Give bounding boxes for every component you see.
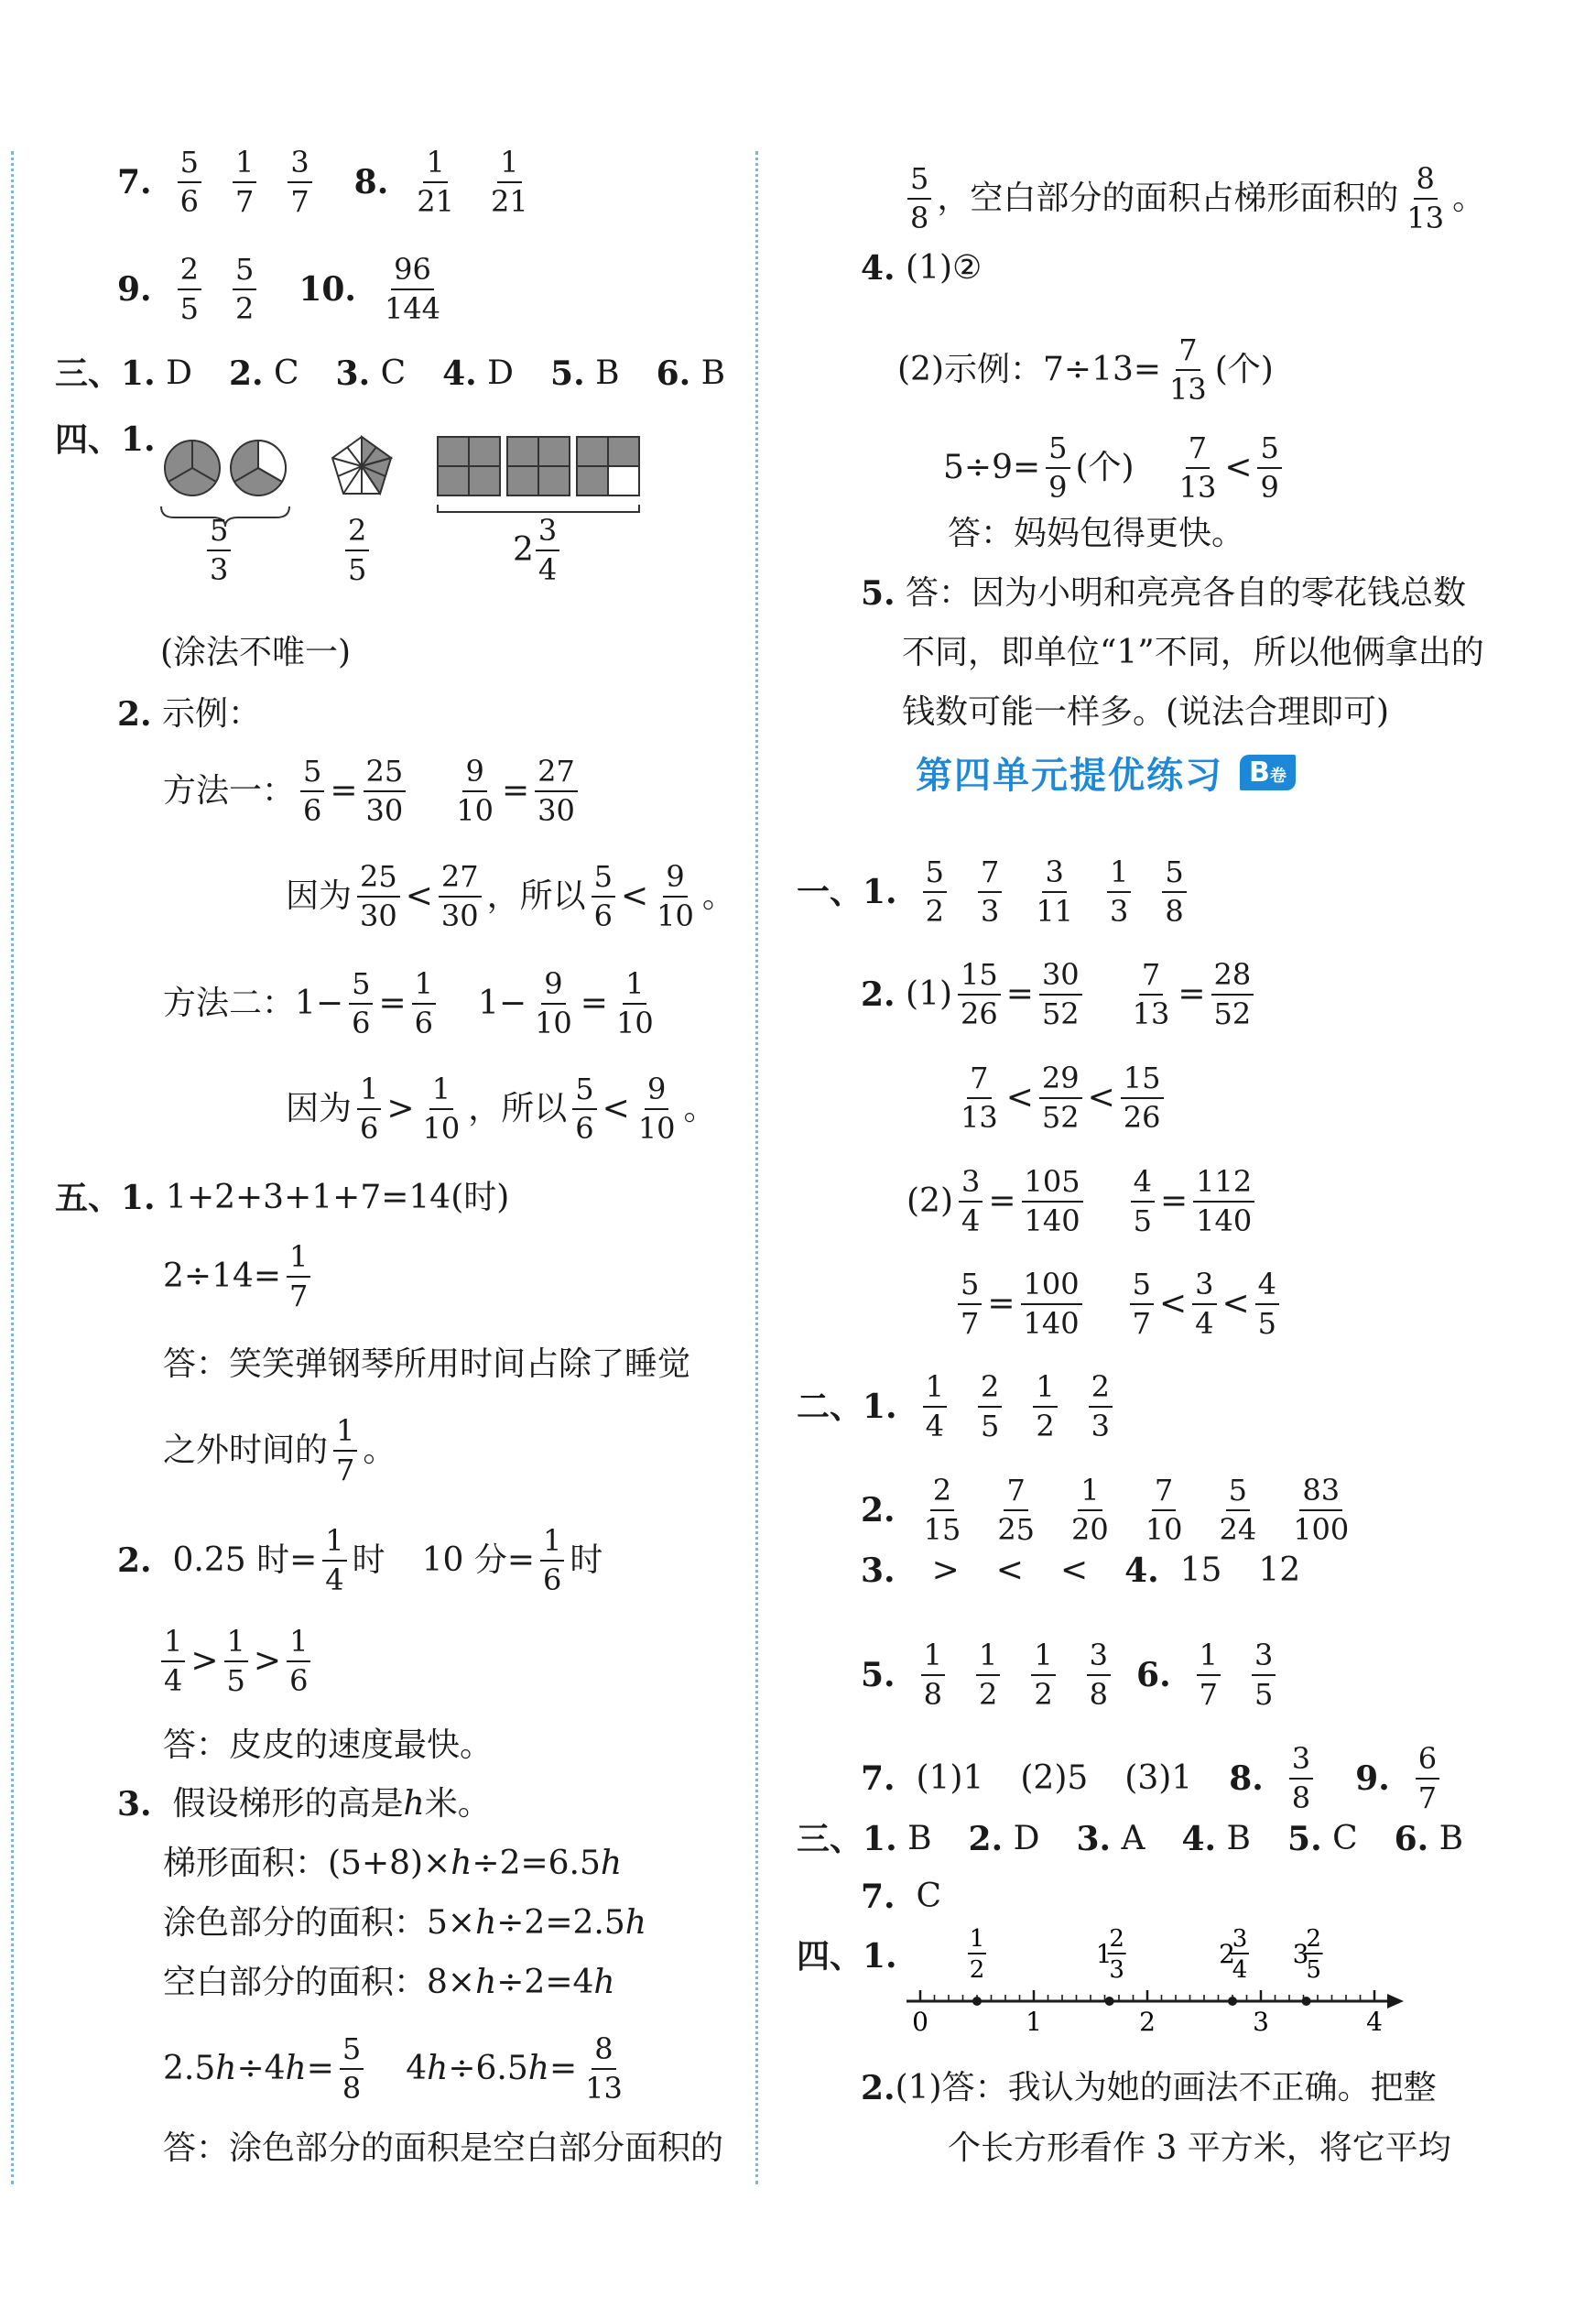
section-2-q2: 2. 2 15 7 25 1 20 7 10 5 24 83 100	[861, 1473, 1350, 1548]
b-volume-badge: B卷	[1240, 755, 1296, 790]
point-label-denominator: 5	[1306, 1956, 1321, 1984]
answer-1b: 之外时间的 1 7 。	[163, 1413, 396, 1488]
shape-caption-1	[201, 515, 236, 586]
q-number: 3.	[1076, 1820, 1112, 1858]
q-number: 5.	[1287, 1820, 1322, 1858]
fraction: 3 7	[288, 147, 311, 218]
tick-label: 2	[1139, 2007, 1156, 2037]
fraction: 5 3	[207, 515, 231, 586]
point-marker	[1105, 1997, 1114, 2006]
q-number: 5.	[550, 354, 585, 393]
shape-caption-2	[340, 515, 375, 586]
fraction: 2 5	[345, 515, 369, 586]
q-number: 2.	[861, 1491, 896, 1530]
q-number: 5.	[861, 1656, 896, 1695]
section-1-line-1: 一、1. 5 2 7 3 3 11 1 3 5 8	[797, 856, 1192, 928]
section-5-line-1: 五、1. 1+2+3+1+7=14(时)	[55, 1179, 510, 1217]
q-number: 7.	[861, 1759, 896, 1799]
point-label-denominator: 4	[1232, 1956, 1248, 1984]
fraction: 96 144	[384, 252, 441, 327]
section-1-q2-1: 2. (1) $\frac{15}{26}$ = $\frac{30}{52}$ $\frac{7}{13}$ = $\frac{28}{52}$	[861, 959, 1259, 1030]
section-label: 五、1.	[55, 1179, 156, 1217]
tick-label: 3	[1253, 2007, 1269, 2037]
section-4-right-label	[797, 1937, 897, 1976]
section-label: 三、	[55, 354, 122, 393]
q-number: 7.	[861, 1878, 896, 1916]
circle-shape	[231, 441, 286, 495]
q-number: 2.	[861, 2069, 896, 2107]
tick-label: 0	[912, 2007, 928, 2037]
section-3-right: 三、 1. B 2. D 3. A 4. B 5. C 6. B	[797, 1820, 1464, 1858]
q-number: 9.	[1355, 1759, 1390, 1799]
q-number: 4.	[861, 249, 896, 288]
fraction: 3 4	[536, 515, 559, 586]
ratio-calc: 2.5 h ÷4 h = $\frac{5}{8}$ 4 h ÷6.5 h = $\frac{8}{13}$	[163, 2031, 623, 2106]
q-number: 4.	[442, 354, 477, 393]
shaded-area: 涂色部分的面积：5× h ÷2=2.5 h	[163, 1904, 646, 1942]
section-1-q2-compare-1: 7 13 < 29 52 < 15 26	[952, 1062, 1169, 1134]
method-1: 方法一： $\frac{5}{6}$ = $\frac{25}{30}$ $\frac{9}{10}$ = $\frac{27}{30}$	[163, 756, 583, 827]
trapezoid-area: 梯形面积：(5+8)× h ÷2=6.5 h	[163, 1845, 623, 1882]
point-label-whole: 1	[1095, 1939, 1113, 1969]
q4-2-calc: 5÷9= $\frac{5}{9}$ (个) 7 13 < 5 9	[943, 432, 1287, 504]
answer-1a: 答：笑笑弹钢琴所用时间占除了睡觉	[163, 1345, 691, 1383]
q-number: 4.	[1124, 1551, 1159, 1590]
point-label-numerator: 1	[969, 1925, 985, 1953]
q-number: 1.	[863, 1820, 897, 1858]
section-label: 三、	[797, 1820, 863, 1858]
choice: B	[700, 354, 726, 392]
answer-line-7-8	[117, 147, 537, 218]
q-number: 10.	[299, 270, 356, 310]
fraction: 1 21	[417, 145, 454, 220]
q-number: 5.	[861, 574, 896, 613]
answer-2: 答：皮皮的速度最快。	[163, 1726, 494, 1764]
choice: C	[273, 354, 299, 392]
point-marker	[972, 1997, 982, 2006]
choice: D	[166, 354, 192, 392]
square-shapes	[438, 437, 639, 495]
answer-3-cont: 5 8 ，空白部分的面积占梯形面积的 8 13 。	[902, 163, 1485, 234]
q5-line-1: 5. 答：因为小明和亮亮各自的零花钱总数	[861, 574, 1467, 613]
point-marker	[1302, 1997, 1311, 2006]
fraction: 2 5	[178, 254, 201, 325]
unit-title	[916, 746, 1296, 799]
section-4-q2-line-1: 2. (1)答：我认为她的画法不正确。把整	[861, 2069, 1437, 2107]
tick-label: 4	[1366, 2007, 1383, 2037]
q4-answer: 答：妈妈包得更快。	[948, 515, 1245, 552]
point-label-numerator: 2	[1109, 1925, 1124, 1953]
q5-line-2: 不同，即单位“1”不同，所以他俩拿出的	[902, 634, 1484, 671]
q-number: 8.	[353, 163, 389, 202]
left-margin-dashed-line	[11, 151, 14, 2184]
number-line	[902, 1919, 1415, 2047]
fraction: 1 21	[490, 145, 528, 220]
column-divider-dashed-line	[755, 151, 758, 2184]
blank-area: 空白部分的面积：8× h ÷2=4 h	[163, 1964, 615, 2001]
fraction: 5 2	[233, 254, 256, 325]
answer-3: 答：涂色部分的面积是空白部分面积的	[163, 2129, 724, 2167]
section-2-q7-q9: 7. (1)1 (2)5 (3)1 8. 3 8 9. 6 7	[861, 1743, 1445, 1814]
fraction: 5 6	[178, 147, 201, 218]
q-number: 2.	[861, 975, 896, 1015]
section-2-q3-q4: 3. > < < 4. 15 12	[861, 1551, 1301, 1590]
q-number: 3.	[335, 354, 371, 393]
q-number: 9.	[117, 270, 152, 310]
q5-2: 2. 0.25 时= $\frac{1}{4}$ 时 10 分= $\frac{1}{6}$ 时	[117, 1523, 603, 1598]
point-label-denominator: 3	[1109, 1956, 1124, 1984]
point-label-numerator: 3	[1232, 1925, 1248, 1953]
note: (涂法不唯一)	[160, 634, 352, 671]
q-number: 2.	[228, 354, 264, 393]
tick-label: 1	[1026, 2007, 1042, 2037]
section-2-q5-q6: 5. 1 8 1 2 1 2 3 8 6. 1 7 3 5	[861, 1639, 1281, 1711]
fraction-shapes-figure	[156, 426, 668, 527]
q-number: 8.	[1229, 1759, 1264, 1799]
q-number: 3.	[861, 1551, 896, 1590]
section-4-q2-line-2: 个长方形看作 3 平方米，将它平均	[948, 2129, 1451, 2167]
compare-speeds: 1 4 > 1 5 > 1 6	[156, 1626, 316, 1697]
q-number: 2.	[117, 1541, 152, 1581]
method-1-reason: 因为 25 30 < 27 30 ，所以 5 6 < 9 10 。	[286, 859, 735, 934]
q-number: 2.	[117, 695, 152, 734]
section-label: 一、1.	[797, 873, 897, 912]
section-1-q2-compare-2: $\frac{5}{7}$ = $\frac{100}{140}$ 5 7 < 3 4 < 4 5	[952, 1268, 1285, 1340]
q-number: 1.	[121, 354, 156, 393]
q4-2-example: (2)示例：7÷13= $\frac{7}{13}$ (个)	[897, 332, 1274, 408]
point-label-denominator: 2	[969, 1956, 985, 1984]
pentagon-shape	[332, 437, 391, 494]
shape-caption-3: 2 3 4	[513, 515, 565, 586]
section-label: 四、1.	[55, 420, 156, 459]
q-number: 7.	[117, 163, 152, 202]
q-number: 6.	[656, 354, 691, 393]
bracket	[438, 505, 639, 512]
choice: B	[595, 354, 620, 392]
point-label-whole: 2	[1219, 1939, 1235, 1969]
section-5-line-2: 2÷14= $\frac{1}{7}$	[163, 1241, 316, 1312]
arrow-head	[1387, 1994, 1404, 2009]
unit-title-text: 第四单元提优练习	[916, 755, 1223, 797]
q-number: 6.	[1136, 1656, 1171, 1695]
choice: D	[487, 354, 515, 392]
section-label: 二、1.	[797, 1388, 897, 1427]
section-3-q7: 7. C	[861, 1878, 942, 1916]
section-2-q1: 二、1. 1 4 2 5 1 2 2 3	[797, 1371, 1118, 1442]
choice: C	[380, 354, 407, 392]
answer-line-9-10	[117, 254, 449, 325]
method-2-reason: 因为 1 6 > 1 10 ，所以 5 6 < 9 10 。	[286, 1072, 717, 1147]
q-number: 2.	[968, 1820, 1004, 1858]
method-2: 方法二： 1− $\frac{5}{6}$ = $\frac{1}{6}$ 1− $\frac{9}{10}$ = $\frac{1}{10}$	[163, 966, 654, 1041]
q4-1: 4. (1)②	[861, 249, 983, 288]
section-1-q2-2: (2) $\frac{3}{4}$ = $\frac{105}{140}$ $\frac{4}{5}$ = $\frac{112}{140}$	[907, 1166, 1260, 1237]
point-marker	[1228, 1997, 1237, 2006]
circle-shape	[165, 441, 220, 495]
q-number: 3.	[117, 1785, 152, 1823]
section-label: 四、1.	[797, 1937, 897, 1976]
q-number: 6.	[1394, 1820, 1429, 1858]
fraction: 1 7	[233, 147, 256, 218]
q-number: 4.	[1181, 1820, 1217, 1858]
q5-3: 3. 假设梯形的高是 h 米。	[117, 1785, 491, 1823]
point-label-whole: 3	[1292, 1939, 1309, 1969]
q5-line-3: 钱数可能一样多。(说法合理即可)	[902, 693, 1390, 731]
section-3-choices	[55, 354, 726, 393]
section-4-label	[55, 420, 156, 459]
point-label-numerator: 2	[1306, 1925, 1321, 1953]
q4-2: 2. 示例：	[117, 695, 262, 734]
